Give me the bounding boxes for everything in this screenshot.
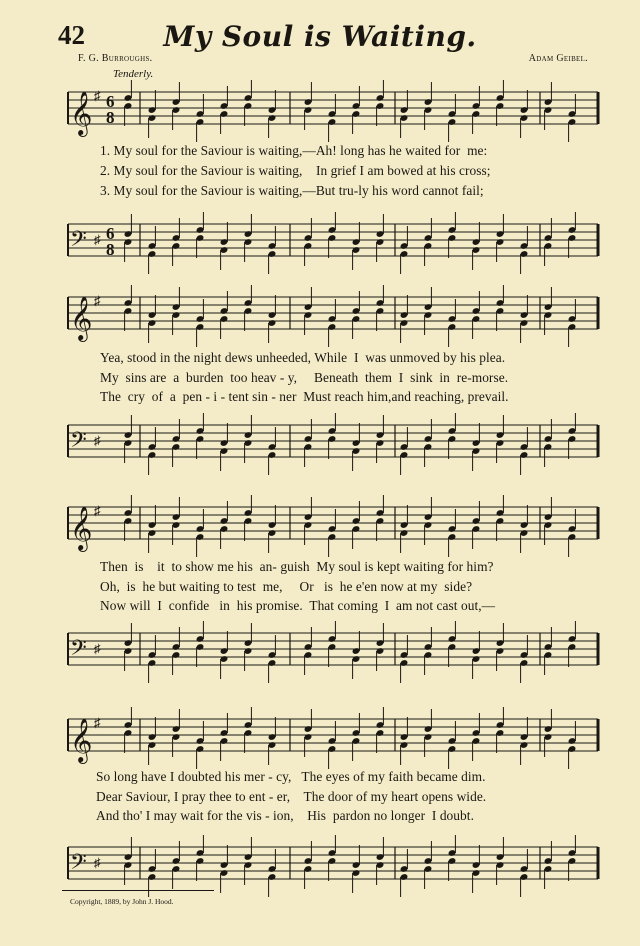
- svg-text:𝄢: 𝄢: [70, 636, 87, 666]
- svg-text:8: 8: [106, 240, 115, 259]
- svg-text:𝄢: 𝄢: [70, 227, 87, 257]
- lyricist-credit: F. G. Burroughs.: [78, 53, 153, 64]
- lyric-line: The cry of a pen - i - tent sin - ner Must reach him,and reaching, prevail.: [100, 389, 509, 404]
- lyric-line: 3. My soul for the Saviour is waiting,—But tru-ly his word cannot fail;: [100, 183, 484, 198]
- bass-staff: [60, 621, 602, 685]
- lyric-line: Dear Saviour, I pray thee to ent - er, The door of my heart opens wide.: [96, 789, 487, 804]
- svg-text:𝄞: 𝄞: [70, 506, 93, 550]
- treble-staff: [60, 80, 602, 144]
- svg-text:6: 6: [106, 224, 115, 243]
- hymn-title: My Soul is Waiting.: [163, 20, 477, 53]
- svg-text:♯: ♯: [94, 641, 101, 656]
- svg-text:♯: ♯: [94, 855, 101, 870]
- svg-text:𝄞: 𝄞: [70, 296, 93, 340]
- treble-staff: [60, 495, 602, 559]
- lyric-line: And tho' I may wait for the vis - ion, His pardon no longer I doubt.: [96, 808, 474, 823]
- bass-staff: [60, 212, 602, 276]
- svg-text:6: 6: [106, 92, 115, 111]
- svg-text:8: 8: [106, 108, 115, 127]
- lyric-line: 2. My soul for the Saviour is waiting, In grief I am bowed at his cross;: [100, 163, 491, 178]
- svg-text:♯: ♯: [94, 433, 101, 448]
- svg-text:𝄢: 𝄢: [70, 428, 87, 458]
- treble-staff: [60, 707, 602, 771]
- lyric-line: My sins are a burden too heav - y, Beneath them I sink in re-morse.: [100, 370, 509, 385]
- svg-text:𝄢: 𝄢: [70, 850, 87, 880]
- lyric-line: So long have I doubted his mer - cy, The eyes of my faith became dim.: [96, 769, 486, 784]
- lyric-line: 1. My soul for the Saviour is waiting,—Ah! long has he waited for me:: [100, 143, 488, 158]
- bass-staff: [60, 413, 602, 477]
- svg-text:♯: ♯: [94, 503, 101, 518]
- svg-text:♯: ♯: [94, 88, 101, 103]
- copyright-rule: [62, 890, 214, 891]
- svg-text:♯: ♯: [94, 232, 101, 247]
- lyric-line: Oh, is he but waiting to test me, Or is he e'en now at my side?: [100, 579, 473, 594]
- page-number: 42: [58, 20, 85, 50]
- svg-text:♯: ♯: [94, 293, 101, 308]
- svg-text:𝄞: 𝄞: [70, 91, 93, 135]
- svg-text:𝄞: 𝄞: [70, 718, 93, 762]
- lyric-line: Then is it to show me his an- guish My soul is kept waiting for him?: [100, 559, 494, 574]
- lyric-line: Now will I confide in his promise. That coming I am not cast out,—: [100, 598, 496, 613]
- composer-credit: Adam Geibel.: [528, 53, 588, 64]
- tempo-marking: Tenderly.: [113, 68, 154, 80]
- svg-text:♯: ♯: [94, 715, 101, 730]
- lyric-line: Yea, stood in the night dews unheeded, While I was unmoved by his plea.: [100, 350, 506, 365]
- treble-staff: [60, 285, 602, 349]
- copyright-notice: Copyright, 1889, by John J. Hood.: [70, 897, 174, 906]
